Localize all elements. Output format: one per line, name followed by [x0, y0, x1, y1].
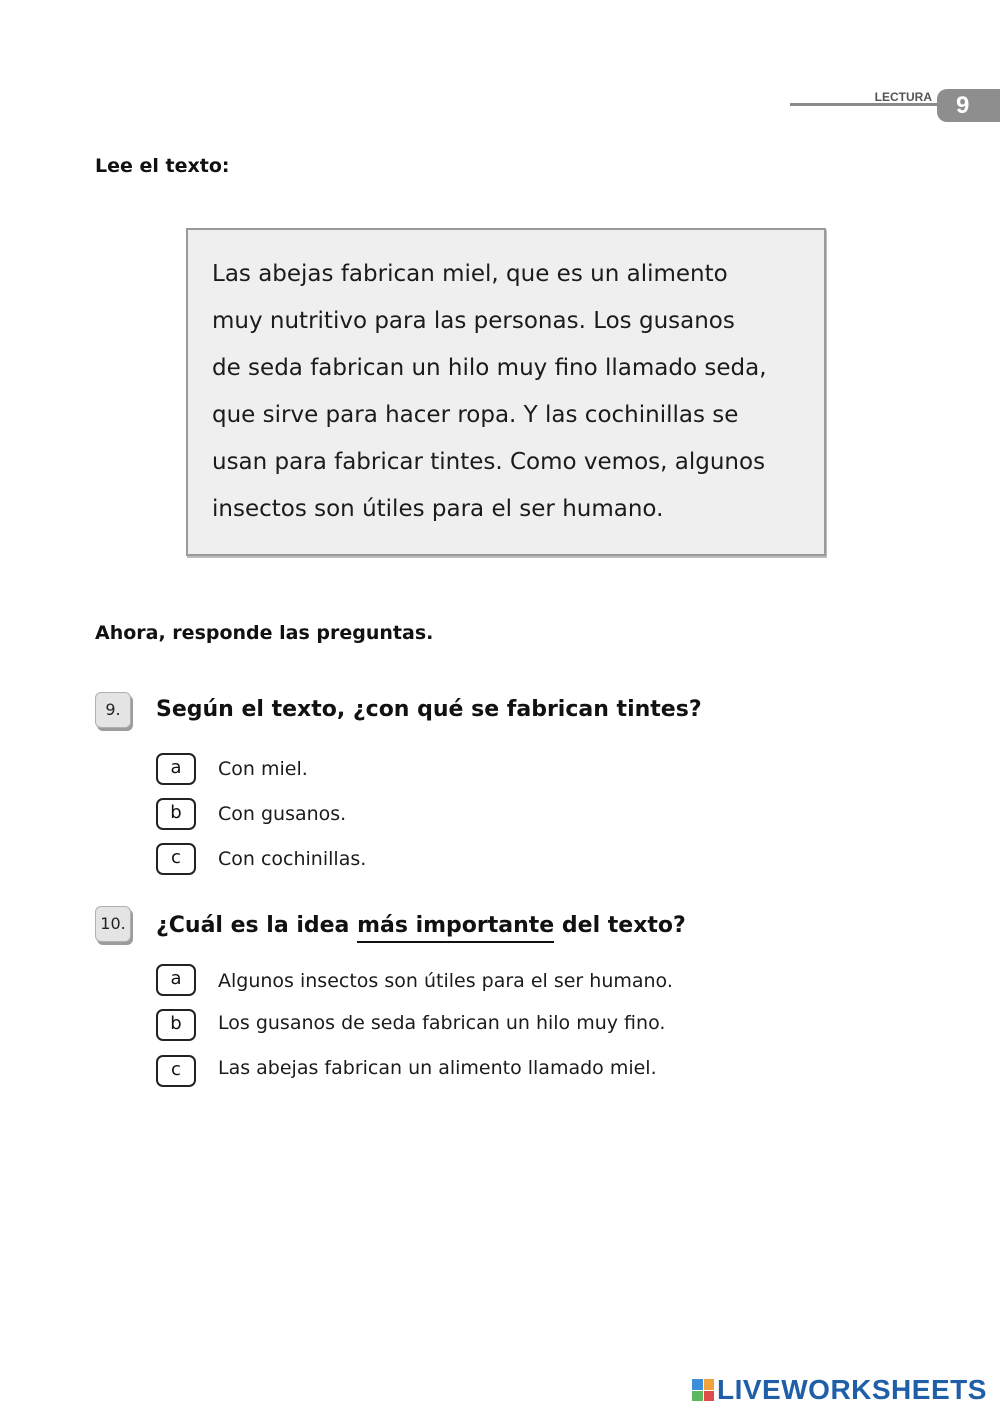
question-10-text [156, 913, 686, 938]
question-10-text-end: del texto? [554, 913, 686, 938]
answer-instruction: Ahora, responde las preguntas. [95, 622, 434, 644]
logo-square [692, 1379, 703, 1390]
liveworksheets-logo-icon [692, 1379, 714, 1401]
logo-square [692, 1391, 703, 1402]
option-9b-text: Con gusanos. [218, 803, 347, 825]
option-9c-text: Con cochinillas. [218, 848, 367, 870]
logo-square [704, 1391, 715, 1402]
option-9b-box[interactable]: b [156, 798, 196, 830]
page-number-tab: 9 [937, 89, 1000, 122]
option-9a-box[interactable]: a [156, 753, 196, 785]
brand-name: LIVEWORKSHEETS [717, 1374, 987, 1405]
reading-passage [212, 251, 802, 533]
read-instruction: Lee el texto: [95, 155, 230, 177]
reading-passage-box [186, 228, 826, 556]
option-9a-text: Con miel. [218, 758, 308, 780]
option-10b-text: Los gusanos de seda fabrican un hilo muy fino. [218, 1012, 666, 1034]
question-10-emphasis: más importante [357, 913, 554, 943]
passage-line: usan para fabricar tintes. Como vemos, algunos [212, 449, 766, 475]
option-10a-box[interactable]: a [156, 964, 196, 996]
section-label: LECTURA [874, 90, 932, 104]
liveworksheets-brand [692, 1374, 987, 1406]
question-number-badge: 10. [95, 906, 131, 942]
option-9c-box[interactable]: c [156, 843, 196, 875]
passage-line: insectos son útiles para el ser humano. [212, 496, 664, 522]
passage-line: muy nutritivo para las personas. Los gusanos [212, 308, 735, 334]
passage-line: de seda fabrican un hilo muy fino llamado seda, [212, 355, 767, 381]
option-10c-box[interactable]: c [156, 1055, 196, 1087]
question-number-badge: 9. [95, 692, 131, 728]
passage-line: Las abejas fabrican miel, que es un alimento [212, 261, 728, 287]
option-10b-box[interactable]: b [156, 1009, 196, 1041]
option-10c-text: Las abejas fabrican un alimento llamado miel. [218, 1057, 657, 1079]
option-10a-text: Algunos insectos son útiles para el ser humano. [218, 970, 673, 992]
logo-square [704, 1379, 715, 1390]
passage-line: que sirve para hacer ropa. Y las cochinillas se [212, 402, 739, 428]
question-9-text: Según el texto, ¿con qué se fabrican tintes? [156, 697, 702, 722]
question-10-text-start: ¿Cuál es la idea [156, 913, 358, 938]
